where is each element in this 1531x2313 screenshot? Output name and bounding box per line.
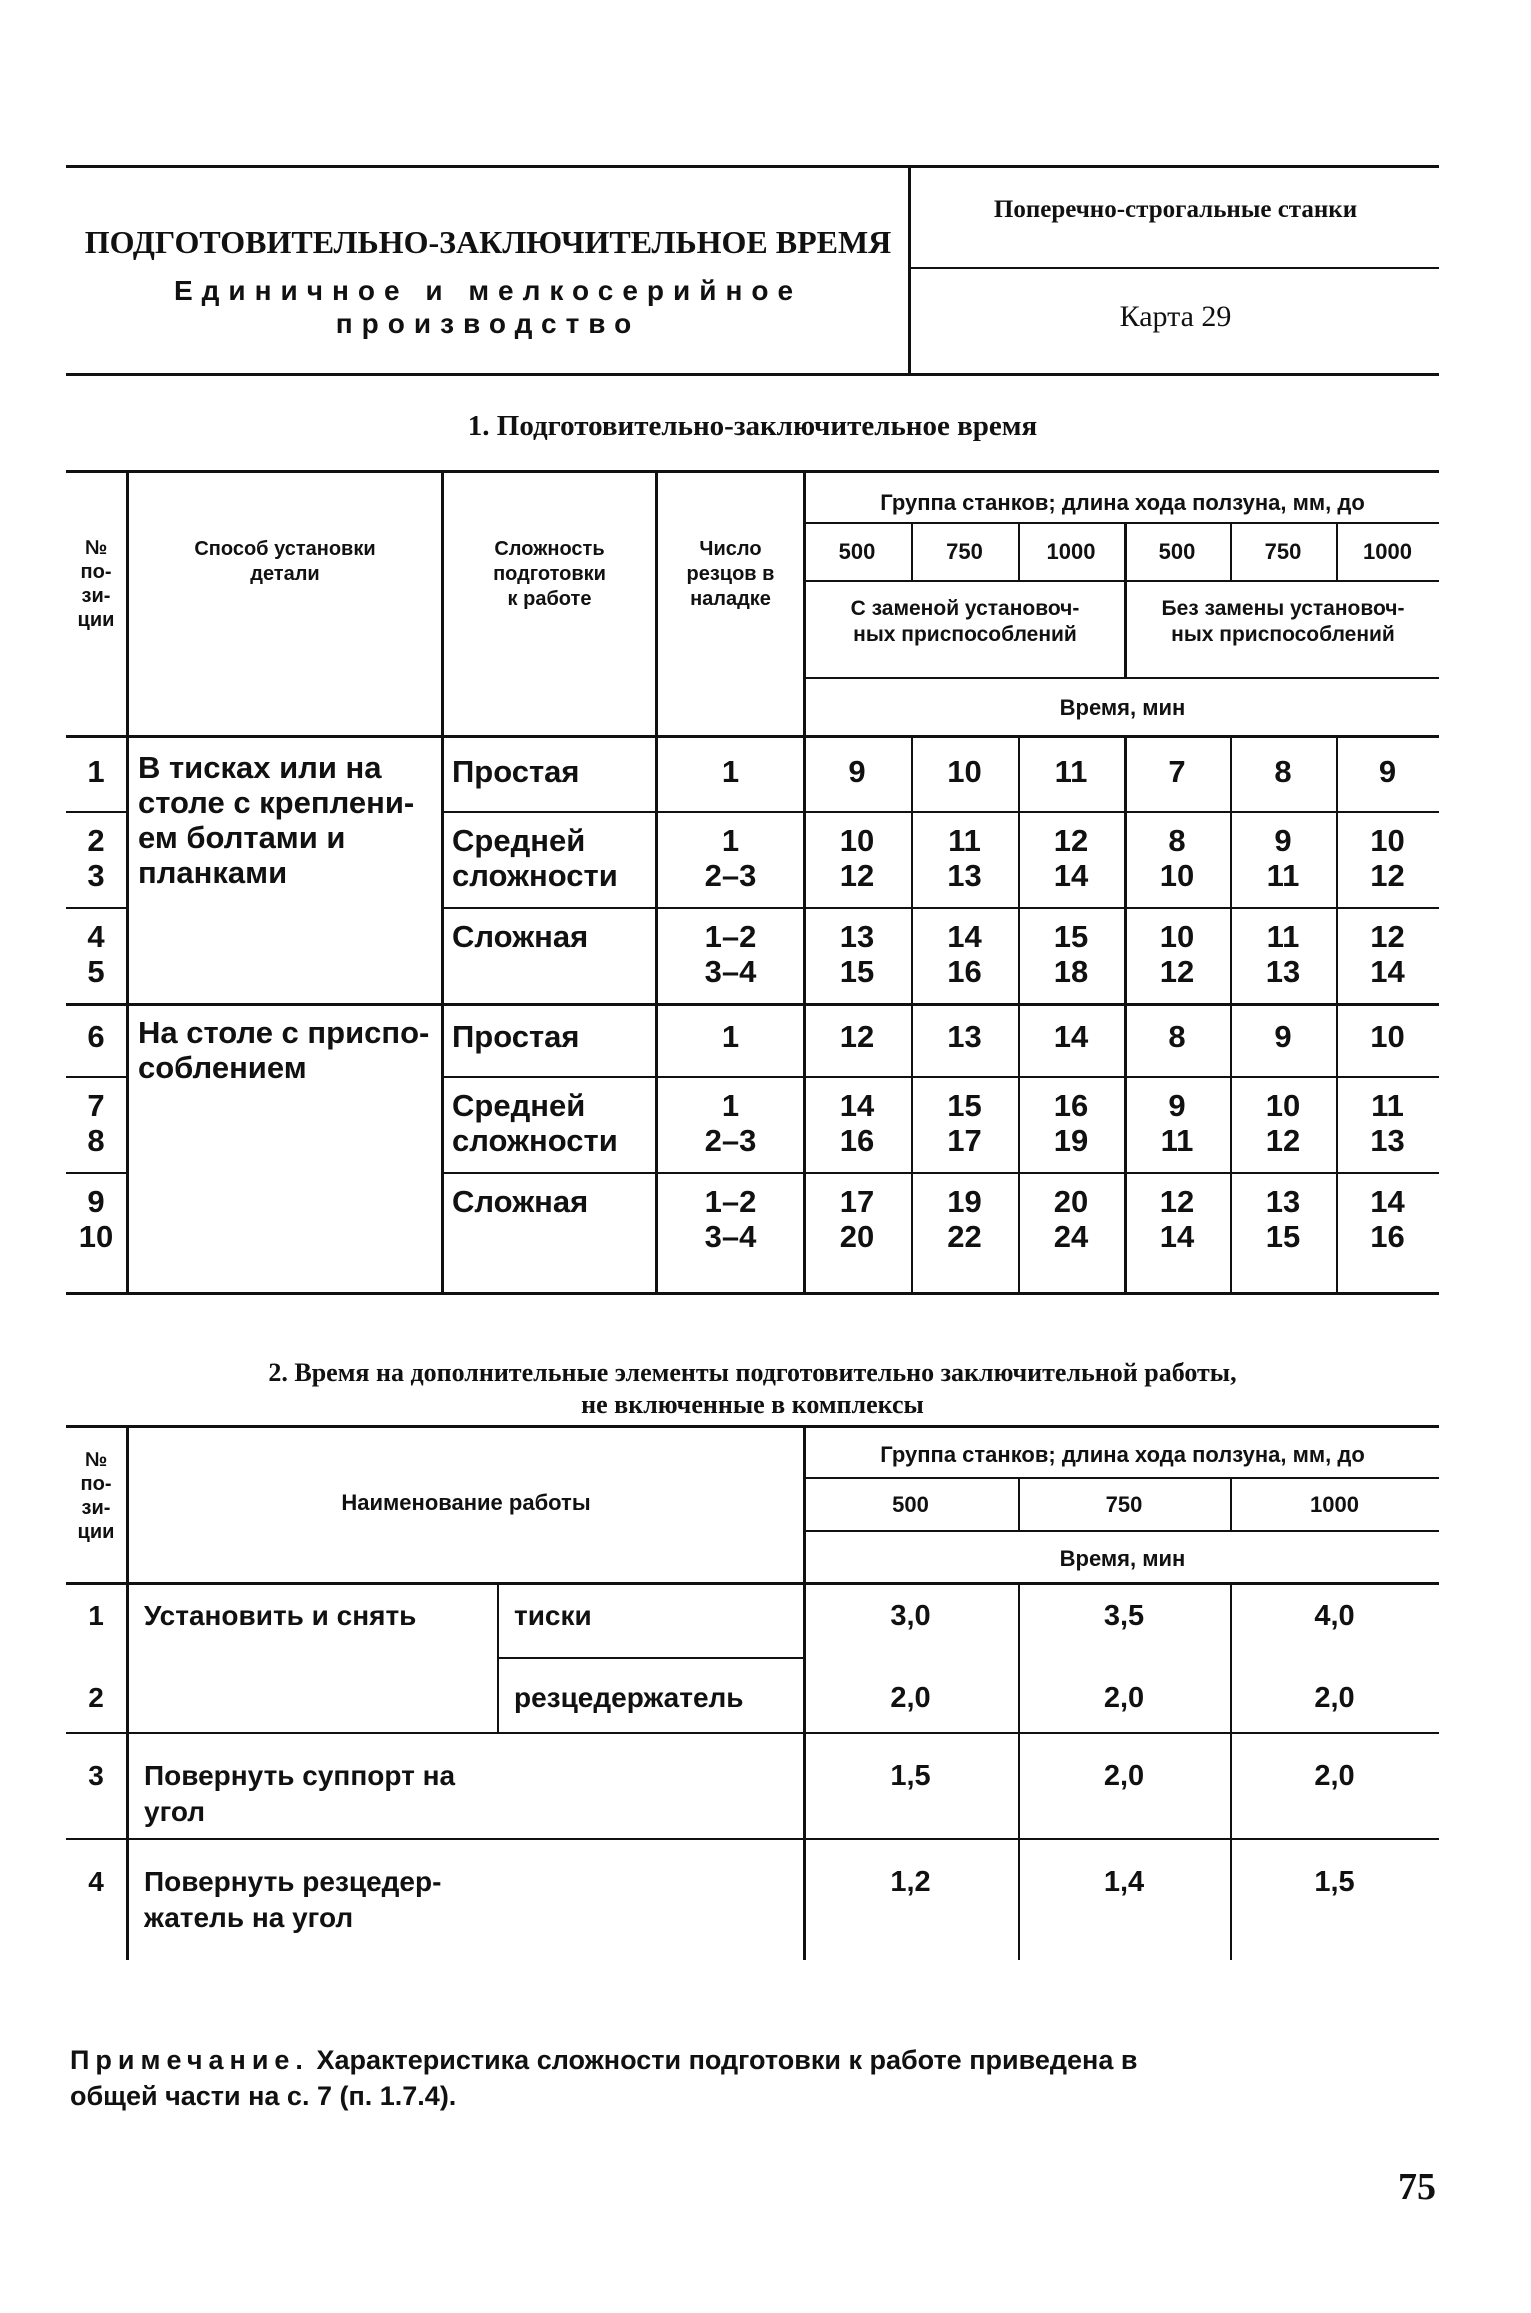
time-value: 11 [1160, 1123, 1194, 1158]
complexity-label: сложности [452, 1123, 618, 1158]
cutters-header: Число [699, 538, 762, 560]
time-value: 10 [1370, 1019, 1405, 1054]
with-fixture-header: ных приспособлений [853, 623, 1077, 646]
rule [66, 735, 1439, 738]
time-value: 15 [1265, 1219, 1301, 1254]
work-name: угол [144, 1796, 206, 1827]
rule [441, 811, 1439, 813]
time-value: 13 [1265, 1184, 1301, 1219]
time-value: 7 [1168, 754, 1186, 789]
time-value: 2,0 [1314, 1682, 1355, 1714]
position-number: 2 [87, 823, 105, 858]
position-number: 10 [78, 1219, 114, 1254]
position-number: 5 [87, 954, 105, 989]
table2-caption-line2: не включенные в комплексы [581, 1390, 924, 1419]
position-number: 9 [87, 1184, 105, 1219]
stroke-length-header: 500 [838, 539, 876, 564]
time-value: 12 [1159, 954, 1195, 989]
rule [66, 1172, 126, 1174]
method-header: Способ установки [194, 538, 376, 560]
rule [497, 1657, 803, 1659]
production-type-line1: Единичное и мелкосерийное [173, 275, 803, 306]
time-value: 24 [1053, 1219, 1089, 1254]
table1-caption: 1. Подготовительно-заключительное время [467, 410, 1038, 442]
pos-header: по- [80, 561, 112, 583]
time-value: 12 [839, 1019, 875, 1054]
rule [441, 907, 1439, 909]
document-title: ПОДГОТОВИТЕЛЬНО-ЗАКЛЮЧИТЕЛЬНОЕ ВРЕМЯ [84, 224, 892, 260]
rule [441, 1076, 1439, 1078]
machine-group-header: Группа станков; длина хода ползуна, мм, до [880, 490, 1365, 515]
pos-header: № [84, 1449, 108, 1471]
time-value: 13 [947, 858, 982, 893]
rule [66, 1076, 126, 1078]
cutters-count: 1 [721, 1019, 740, 1054]
cutters-count: 2–3 [704, 858, 757, 893]
rule [66, 1292, 1439, 1295]
rule [66, 1425, 1439, 1428]
rule [66, 1582, 1439, 1585]
time-value: 3,0 [890, 1600, 931, 1632]
time-value: 8 [1168, 1019, 1186, 1054]
position-number: 6 [87, 1019, 105, 1054]
stroke-length-header: 750 [1264, 539, 1302, 564]
mounting-method: На столе с приспо- [138, 1015, 430, 1050]
machine-group-header: Группа станков; длина хода ползуна, мм, до [880, 1442, 1365, 1467]
time-value: 4,0 [1314, 1600, 1355, 1632]
time-value: 13 [947, 1019, 982, 1054]
work-name: Установить и снять [144, 1600, 417, 1631]
cutters-header: резцов в [686, 563, 775, 585]
time-value: 14 [1159, 1219, 1195, 1254]
complexity-label: Средней [452, 823, 586, 858]
rule [66, 470, 1439, 473]
time-value: 1,5 [890, 1760, 931, 1792]
complexity-label: Сложная [452, 919, 589, 954]
cutters-count: 2–3 [704, 1123, 757, 1158]
time-value: 9 [1274, 1019, 1292, 1054]
stroke-length-header: 500 [892, 1492, 929, 1517]
time-value: 11 [1266, 858, 1300, 893]
work-subitem: резцедержатель [514, 1682, 744, 1713]
time-value: 17 [947, 1123, 982, 1158]
rule [66, 1732, 1439, 1734]
time-value: 14 [947, 919, 982, 954]
time-value: 15 [1053, 919, 1089, 954]
time-value: 10 [1159, 858, 1195, 893]
time-value: 10 [1159, 919, 1195, 954]
time-value: 14 [1370, 954, 1405, 989]
position-number: 7 [87, 1088, 105, 1123]
time-value: 12 [1159, 1184, 1195, 1219]
time-value: 3,5 [1103, 1600, 1145, 1632]
time-value: 11 [948, 823, 981, 858]
cutters-count: 1–2 [704, 1184, 757, 1219]
mounting-method: столе с креплени- [138, 785, 415, 820]
pos-header: ции [77, 609, 115, 631]
time-value: 2,0 [1314, 1760, 1355, 1792]
position-number: 8 [87, 1123, 105, 1158]
stroke-length-header: 500 [1158, 539, 1196, 564]
mounting-method: планками [138, 855, 288, 890]
position-number: 2 [88, 1682, 104, 1713]
stroke-length-header: 1000 [1046, 539, 1096, 564]
stroke-length-header: 750 [946, 539, 983, 564]
work-name: Повернуть резцедер- [144, 1866, 442, 1897]
with-fixture-header: С заменой установоч- [850, 597, 1080, 620]
time-value: 14 [1370, 1184, 1405, 1219]
rule [66, 1003, 1439, 1006]
method-header: детали [250, 563, 320, 585]
time-value: 10 [947, 754, 982, 789]
cutters-header: наладке [690, 588, 771, 610]
complexity-label: Средней [452, 1088, 586, 1123]
position-number: 1 [87, 754, 105, 789]
time-value: 2,0 [1103, 1760, 1145, 1792]
time-value: 11 [1266, 919, 1300, 954]
time-value: 16 [1053, 1088, 1089, 1123]
time-value: 16 [839, 1123, 875, 1158]
time-value: 10 [1265, 1088, 1301, 1123]
complexity-label: Простая [452, 1019, 580, 1054]
pos-header: по- [80, 1473, 112, 1495]
time-value: 11 [1371, 1088, 1404, 1123]
pos-header: № [84, 537, 108, 559]
time-value: 12 [1370, 858, 1405, 893]
note [70, 2042, 1440, 2114]
stroke-length-header: 1000 [1363, 539, 1412, 564]
complexity-label: сложности [452, 858, 618, 893]
time-value: 11 [1054, 754, 1088, 789]
time-value: 10 [1370, 823, 1405, 858]
page-number: 75 [1398, 2166, 1436, 2208]
time-value: 19 [1053, 1123, 1089, 1158]
work-name-header: Наименование работы [341, 1490, 591, 1515]
time-value: 15 [839, 954, 875, 989]
time-value: 14 [1053, 858, 1089, 893]
mounting-method: соблением [138, 1050, 307, 1085]
mounting-method: В тисках или на [138, 750, 382, 785]
time-value: 13 [1265, 954, 1301, 989]
cutters-count: 1 [721, 1088, 740, 1123]
time-header: Время, мин [1059, 1546, 1186, 1571]
time-value: 20 [839, 1219, 875, 1254]
time-value: 18 [1053, 954, 1089, 989]
cutters-count: 1–2 [704, 919, 757, 954]
rule [66, 1838, 1439, 1840]
time-value: 9 [1168, 1088, 1186, 1123]
without-fixture-header: Без замены установоч- [1161, 597, 1405, 620]
rule [803, 1530, 1439, 1532]
complexity-header: Сложность [494, 538, 605, 560]
note-text-line2: общей части на с. 7 (п. 1.7.4). [70, 2081, 457, 2111]
rule [803, 522, 1439, 524]
table2-caption-line1: 2. Время на дополнительные элементы подготовительно заключительной работы, [268, 1358, 1237, 1387]
time-header: Время, мин [1059, 695, 1186, 720]
time-value: 14 [1053, 1019, 1089, 1054]
time-value: 8 [1274, 754, 1292, 789]
mounting-method: ем болтами и [138, 820, 346, 855]
work-name: жатель на угол [144, 1902, 354, 1933]
rule [126, 470, 129, 1292]
time-value: 15 [947, 1088, 982, 1123]
time-value: 16 [947, 954, 982, 989]
pos-header: зи- [81, 585, 111, 607]
complexity-header: к работе [507, 588, 592, 610]
production-type-line2: производство [335, 308, 641, 339]
time-value: 12 [1265, 1123, 1301, 1158]
note-label: Примечание. [70, 2045, 309, 2075]
rule [66, 907, 126, 909]
note-text-line1: Характеристика сложности подготовки к работе приведена в [316, 2045, 1138, 2075]
time-value: 12 [1370, 919, 1405, 954]
complexity-header: подготовки [493, 563, 606, 585]
stroke-length-header: 1000 [1310, 1492, 1359, 1517]
time-value: 12 [1053, 823, 1089, 858]
position-number: 4 [87, 919, 105, 954]
rule [803, 580, 1439, 582]
rule [803, 1477, 1439, 1479]
time-value: 22 [947, 1219, 982, 1254]
time-value: 1,4 [1103, 1866, 1145, 1898]
time-value: 9 [848, 754, 866, 789]
time-value: 17 [839, 1184, 875, 1219]
work-subitem: тиски [514, 1600, 592, 1631]
time-value: 1,5 [1314, 1866, 1355, 1898]
time-value: 10 [839, 823, 875, 858]
rule [803, 677, 1439, 679]
time-value: 8 [1168, 823, 1186, 858]
cutters-count: 3–4 [704, 954, 757, 989]
time-value: 9 [1378, 754, 1397, 789]
cutters-count: 1 [721, 754, 740, 789]
position-number: 3 [87, 858, 105, 893]
rule [66, 811, 126, 813]
position-number: 4 [88, 1866, 104, 1897]
time-value: 14 [839, 1088, 875, 1123]
work-name: Повернуть суппорт на [144, 1760, 456, 1791]
time-value: 13 [1370, 1123, 1405, 1158]
without-fixture-header: ных приспособлений [1171, 623, 1395, 646]
time-value: 16 [1370, 1219, 1405, 1254]
time-value: 12 [839, 858, 875, 893]
complexity-label: Простая [452, 754, 580, 789]
time-value: 9 [1274, 823, 1292, 858]
time-value: 1,2 [890, 1866, 931, 1898]
complexity-label: Сложная [452, 1184, 589, 1219]
pos-header: ции [77, 1521, 115, 1543]
position-number: 1 [88, 1600, 104, 1631]
position-number: 3 [88, 1760, 104, 1791]
card-number: Карта 29 [1119, 300, 1232, 333]
machine-type: Поперечно-строгальные станки [993, 196, 1358, 223]
cutters-count: 3–4 [704, 1219, 757, 1254]
pos-header: зи- [81, 1497, 111, 1519]
time-value: 2,0 [890, 1682, 931, 1714]
time-value: 2,0 [1103, 1682, 1145, 1714]
time-value: 13 [839, 919, 875, 954]
rule [441, 1172, 1439, 1174]
time-value: 19 [947, 1184, 982, 1219]
cutters-count: 1 [721, 823, 740, 858]
stroke-length-header: 750 [1105, 1492, 1143, 1517]
time-value: 20 [1053, 1184, 1089, 1219]
